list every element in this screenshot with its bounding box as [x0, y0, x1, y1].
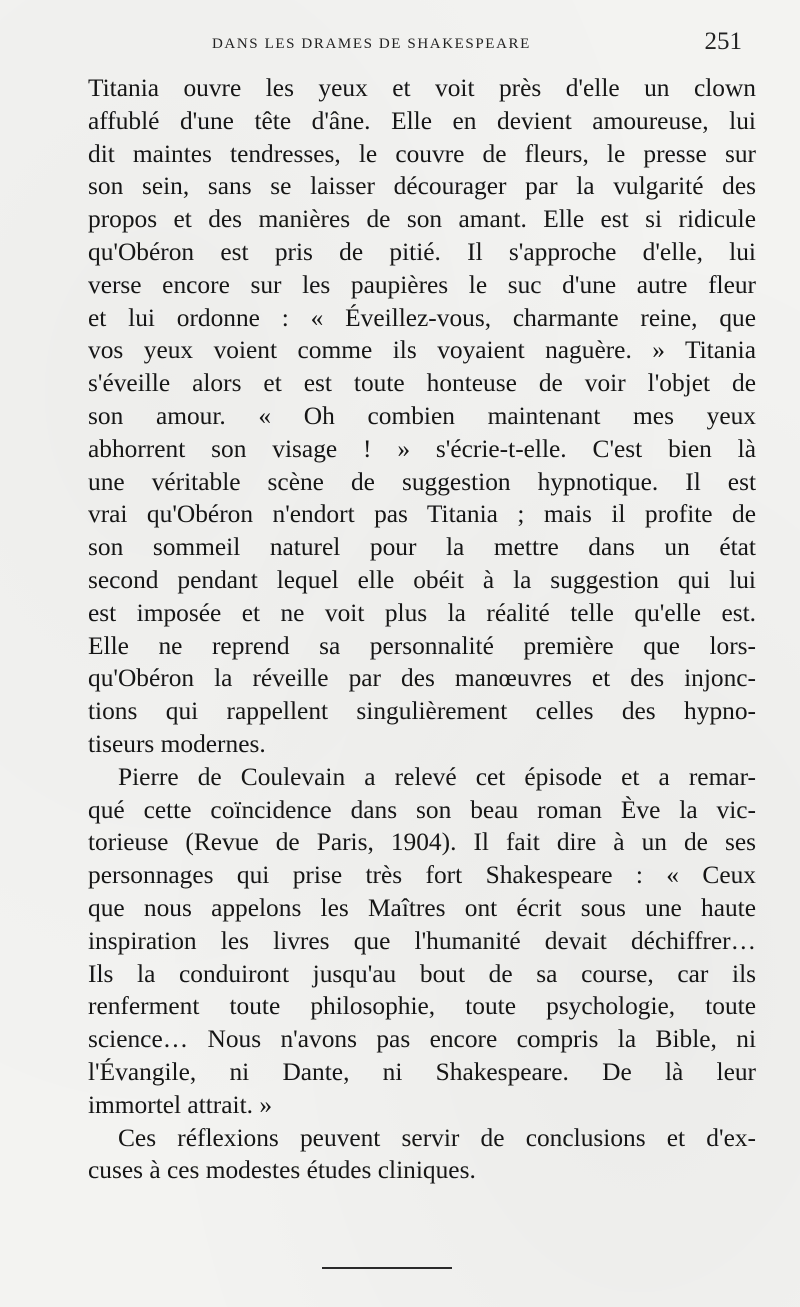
text-line: qu'Obéron la réveille par des manœuvres et des injonc- [88, 664, 756, 693]
running-title: DANS LES DRAMES DE SHAKESPEARE [212, 36, 531, 52]
text-line: Pierre de Coulevain a relevé cet épisode et a remar- [118, 762, 756, 791]
text-line: Elle ne reprend sa personnalité première que lors- [88, 631, 756, 660]
text-line: son sein, sans se laisser décourager par la vulgarité des [88, 172, 756, 201]
text-line: tiseurs modernes. [88, 729, 266, 758]
text-line: Ces réflexions peuvent servir de conclusions et d'ex- [118, 1123, 756, 1152]
text-line: son amour. « Oh combien maintenant mes yeux [88, 401, 756, 430]
paragraph-titania [88, 72, 756, 761]
page-number: 251 [704, 28, 742, 55]
text-line: tions qui rappellent singulièrement celles des hypno- [88, 697, 756, 726]
text-line: qu'Obéron est pris de pitié. Il s'approche d'elle, lui [88, 237, 756, 266]
text-line: son sommeil naturel pour la mettre dans un état [88, 533, 756, 562]
text-line: abhorrent son visage ! » s'écrie-t-elle. C'est bien là [88, 434, 756, 463]
paragraph-conclusion [88, 1122, 756, 1188]
text-line: renferment toute philosophie, toute psychologie, toute [88, 992, 756, 1021]
text-line: propos et des manières de son amant. Elle est si ridicule [88, 205, 756, 234]
text-line: s'éveille alors et est toute honteuse de voir l'objet de [88, 369, 756, 398]
text-line: cuses à ces modestes études cliniques. [88, 1156, 476, 1185]
text-line: vos yeux voient comme ils voyaient naguère. » Titania [88, 336, 756, 365]
text-line: l'Évangile, ni Dante, ni Shakespeare. De là leur [88, 1057, 756, 1086]
text-line: vrai qu'Obéron n'endort pas Titania ; mais il profite de [88, 500, 756, 529]
paragraph-coulevain [88, 761, 756, 1122]
text-line: verse encore sur les paupières le suc d'une autre fleur [88, 270, 756, 299]
text-line: science… Nous n'avons pas encore compris la Bible, ni [88, 1025, 756, 1054]
body-text [88, 72, 756, 1187]
text-line: une véritable scène de suggestion hypnotique. Il est [88, 467, 756, 496]
end-rule [322, 1267, 452, 1269]
text-line: Ils la conduiront jusqu'au bout de sa course, car ils [88, 959, 756, 988]
text-line: personnages qui prise très fort Shakespeare : « Ceux [88, 861, 756, 890]
text-line: Titania ouvre les yeux et voit près d'elle un clown [88, 74, 756, 102]
text-line: inspiration les livres que l'humanité devait déchiffrer… [88, 926, 756, 955]
text-line: que nous appelons les Maîtres ont écrit sous une haute [88, 893, 756, 922]
text-line: torieuse (Revue de Paris, 1904). Il fait dire à un de ses [88, 828, 756, 857]
text-line: dit maintes tendresses, le couvre de fleurs, le presse sur [88, 139, 756, 168]
text-line: est imposée et ne voit plus la réalité telle qu'elle est. [88, 598, 756, 627]
text-line: qué cette coïncidence dans son beau roman Ève la vic- [88, 795, 756, 824]
text-line: affublé d'une tête d'âne. Elle en devient amoureuse, lui [88, 106, 756, 135]
text-line: second pendant lequel elle obéit à la suggestion qui lui [88, 565, 756, 594]
text-line: et lui ordonne : « Éveillez-vous, charmante reine, que [88, 303, 756, 332]
text-line: immortel attrait. » [88, 1090, 273, 1119]
